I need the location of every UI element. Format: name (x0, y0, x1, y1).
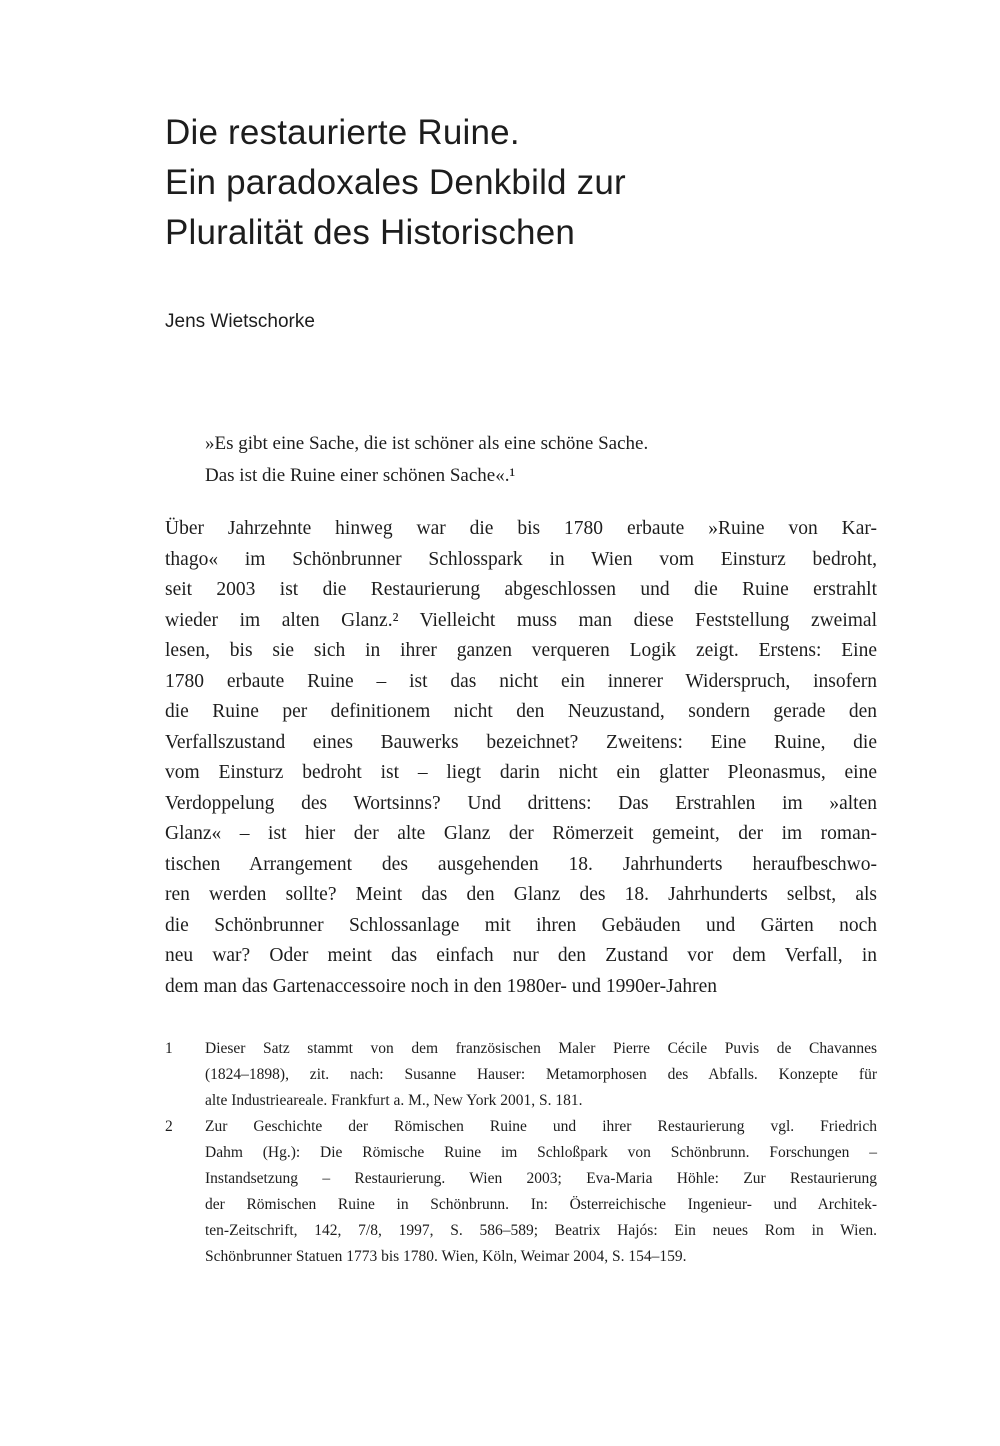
text-line: Glanz« – ist hier der alte Glanz der Römerzeit gemeint, der im roman- (165, 823, 877, 844)
text-line: Verdoppelung des Wortsinns? Und drittens: Das Erstrahlen im »alten (165, 792, 877, 814)
text-line: Instandsetzung – Restaurierung. Wien 2003; Eva-Maria Höhle: Zur Restaurierung (205, 1170, 877, 1187)
text-line: (1824–1898), zit. nach: Susanne Hauser: Metamorphosen des Abfalls. Konzepte für (205, 1066, 877, 1083)
text-line: tischen Arrangement des ausgehenden 18. Jahrhunderts heraufbeschwo- (165, 853, 877, 875)
page-title (165, 108, 626, 258)
text-line: Schönbrunner Statuen 1773 bis 1780. Wien, Köln, Weimar 2004, S. 154–159. (205, 1248, 687, 1265)
text-line: die Ruine per definitionem nicht den Neuzustand, sondern gerade den (165, 701, 877, 722)
footnote-number: 1 (165, 1040, 173, 1057)
text-line: Das ist die Ruine einer schönen Sache«.¹ (205, 465, 516, 486)
footnote (165, 1036, 877, 1114)
footnote (165, 1114, 877, 1270)
text-line: der Römischen Ruine in Schönbrunn. In: Österreichische Ingenieur- und Architek- (205, 1196, 877, 1213)
footnote-text (205, 1114, 877, 1270)
text-line: Pluralität des Historischen (165, 213, 576, 252)
text-line: Über Jahrzehnte hinweg war die bis 1780 erbaute »Ruine von Kar- (165, 518, 877, 539)
text-line: Ein paradoxales Denkbild zur (165, 163, 626, 202)
text-line: alte Industrieareale. Frankfurt a. M., New York 2001, S. 181. (205, 1092, 583, 1109)
text-line: ren werden sollte? Meint das den Glanz des 18. Jahrhunderts selbst, als (165, 884, 877, 905)
text-line: »Es gibt eine Sache, die ist schöner als eine schöne Sache. (205, 433, 649, 454)
text-line: Verfallszustand eines Bauwerks bezeichnet? Zweitens: Eine Ruine, die (165, 731, 877, 753)
author-name: Jens Wietschorke (165, 311, 315, 332)
body-paragraph (165, 514, 877, 1002)
text-line: die Schönbrunner Schlossanlage mit ihren Gebäuden und Gärten noch (165, 914, 877, 936)
epigraph (205, 428, 845, 492)
footnote-number: 2 (165, 1118, 173, 1135)
text-line: seit 2003 ist die Restaurierung abgeschlossen und die Ruine erstrahlt (165, 579, 877, 600)
text-line: dem man das Gartenaccessoire noch in den 1980er- und 1990er-Jahren (165, 975, 718, 997)
footnote-text (205, 1036, 877, 1114)
text-line: Die restaurierte Ruine. (165, 113, 520, 152)
text-line: wieder im alten Glanz.² Vielleicht muss man diese Feststellung zweimal (165, 609, 877, 631)
text-line: vom Einsturz bedroht ist – liegt darin nicht ein glatter Pleonasmus, eine (165, 762, 877, 783)
text-line: 1780 erbaute Ruine – ist das nicht ein innerer Widerspruch, insofern (165, 670, 877, 692)
text-line: ten-Zeitschrift, 142, 7/8, 1997, S. 586–589; Beatrix Hajós: Ein neues Rom in Wien. (205, 1222, 877, 1239)
text-line: Dieser Satz stammt von dem französischen Maler Pierre Cécile Puvis de Chavannes (205, 1040, 877, 1057)
text-line: thago« im Schönbrunner Schlosspark in Wien vom Einsturz bedroht, (165, 548, 877, 570)
text-line: neu war? Oder meint das einfach nur den Zustand vor dem Verfall, in (165, 945, 877, 966)
text-line: Zur Geschichte der Römischen Ruine und ihrer Restaurierung vgl. Friedrich (205, 1118, 877, 1135)
text-line: Dahm (Hg.): Die Römische Ruine im Schloßpark von Schönbrunn. Forschungen – (205, 1144, 877, 1161)
text-line: lesen, bis sie sich in ihrer ganzen verqueren Logik zeigt. Erstens: Eine (165, 640, 877, 661)
footnotes (165, 1036, 877, 1270)
